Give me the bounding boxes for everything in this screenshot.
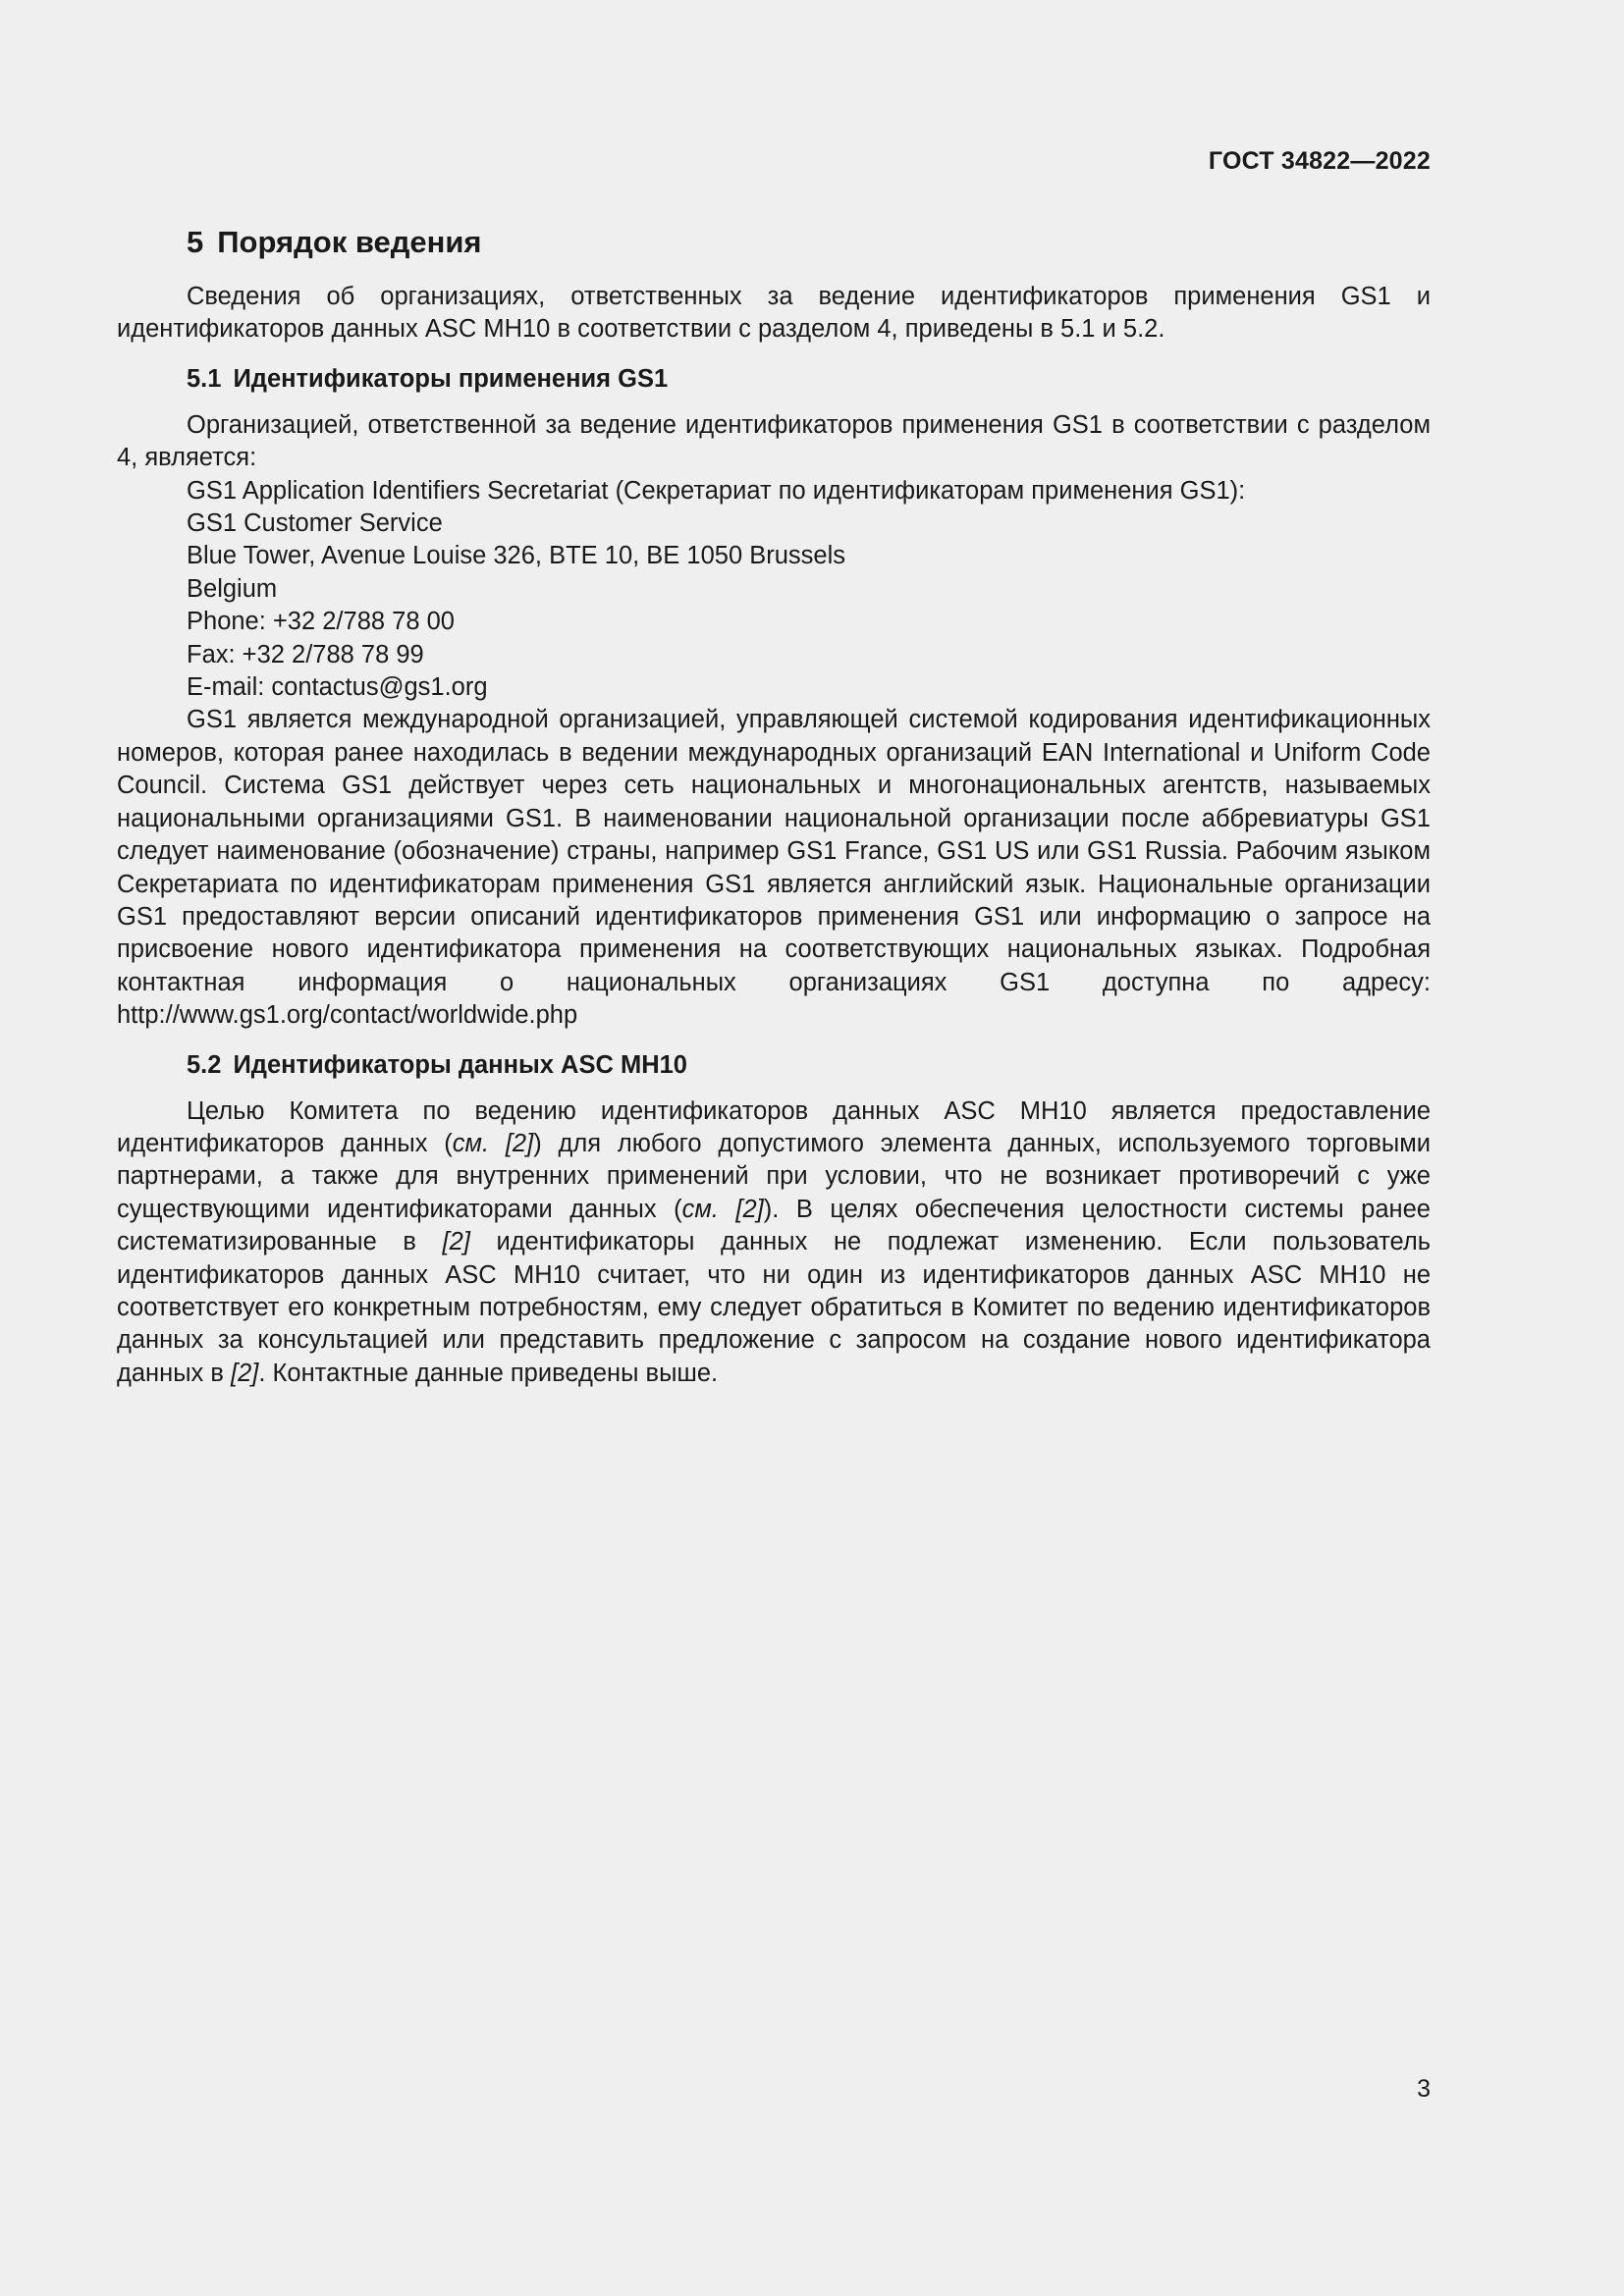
section-5-heading <box>187 224 1431 261</box>
subsection-5-1-lead-paragraph: Организацией, ответственной за ведение идентификаторов применения GS1 в соответствии с разделом 4, является: <box>117 410 1431 472</box>
paragraph-text: идентификаторы данных не подлежат изменению. Если пользователь идентификаторов данных ASC MH10 считает, что ни один из идентификаторов данных ASC MH10 не соответствует его конкретным потребностям, ему следует обратиться в Комитет по ведению идентификаторов данных за консультацией или представить предложение с запросом на создание нового идентификатора данных в <box>117 1228 1432 1387</box>
reference-citation: [2] <box>442 1228 470 1256</box>
phone-line: Phone: +32 2/788 78 00 <box>187 608 455 636</box>
address-line: Belgium <box>187 574 278 603</box>
contact-address-block <box>117 475 1431 705</box>
section-title-text: Порядок ведения <box>217 225 482 259</box>
subsection-number: 5.1 <box>187 364 222 393</box>
subsection-number: 5.2 <box>187 1050 222 1079</box>
subsection-5-1-body-paragraph: GS1 является международной организацией, управляющей системой кодирования идентификационных номеров, которая ранее находилась в ведении международных организаций EAN International и Uniform Code Council. Система GS1 действует через сеть национальных и многонациональных агентств, называемых национальными организациями GS1. В наименовании национальной организации после аббревиатуры GS1 следует наименование (обозначение) страны, например GS1 France, GS1 US или GS1 Russia. Рабочим языком Секретариата по идентификаторам применения GS1 является английский язык. Национальные организации GS1 предоставляют версии описаний идентификаторов применения GS1 или информацию о запросе на присвоение нового идентификатора применения на соответствующих национальных языках. Подробная контактная информация о национальных организациях GS1 доступна по адресу: http://www.gs1.org/contact/worldwide.php <box>117 706 1431 1030</box>
subsection-5-2-heading <box>187 1049 1431 1082</box>
address-line: GS1 Customer Service <box>187 509 443 538</box>
document-code-header: ГОСТ 34822—2022 <box>1208 147 1431 175</box>
paragraph-text: ) для любого допустимого элемента данных, используемого торговыми партнерами, а также для внутренних применений при условии, что не возникает противоречий с уже существующими идентификаторами данных ( <box>117 1129 1431 1223</box>
page-number: 3 <box>1417 2075 1431 2103</box>
subsection-title-text: Идентификаторы применения GS1 <box>233 364 669 393</box>
reference-citation: см. [2] <box>452 1129 534 1157</box>
paragraph-text: Целью Комитета по ведению идентификаторов данных ASC MH10 является предоставление идентификаторов данных ( <box>117 1096 1431 1157</box>
reference-citation: [2] <box>231 1359 259 1387</box>
email-line: E-mail: contactus@gs1.org <box>187 673 488 702</box>
subsection-title-text: Идентификаторы данных ASC MH10 <box>233 1050 687 1079</box>
address-line: GS1 Application Identifiers Secretariat (Секретариат по идентификаторам применения GS1): <box>187 476 1246 505</box>
page-content <box>117 224 1431 1390</box>
fax-line: Fax: +32 2/788 78 99 <box>187 640 424 668</box>
reference-citation: см. [2] <box>681 1195 764 1223</box>
section-5-intro-paragraph: Сведения об организациях, ответственных за ведение идентификаторов применения GS1 и идентификаторов данных ASC MH10 в соответствии с разделом 4, приведены в 5.1 и 5.2. <box>117 283 1431 344</box>
paragraph-text: . Контактные данные приведены выше. <box>258 1359 719 1387</box>
address-line: Blue Tower, Avenue Louise 326, BTE 10, BE 1050 Brussels <box>187 542 845 570</box>
section-number: 5 <box>187 225 204 259</box>
subsection-5-1-heading <box>187 363 1431 396</box>
paragraph-text: ). В целях обеспечения целостности системы ранее систематизированные в <box>117 1195 1431 1256</box>
subsection-5-2-body-paragraph <box>117 1095 1431 1391</box>
